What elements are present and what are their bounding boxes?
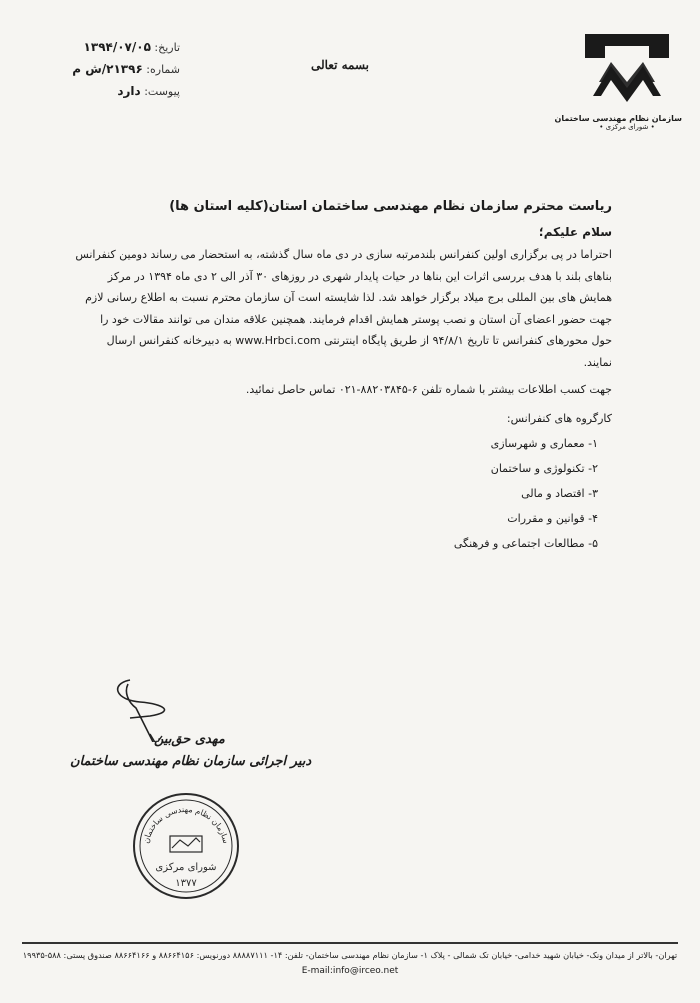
footer-email: E-mail:info@irceo.net: [301, 966, 399, 976]
paragraph-line: احتراما در پی برگزاری اولین کنفرانس بلندمرتبه سازی در دی ماه سال گذشته، به استحضار می رساند دومین کنفرانس: [75, 248, 612, 261]
meta-attachment-label: پیوست:: [144, 85, 180, 98]
main-paragraph: [62, 244, 612, 373]
meta-number-label: شماره:: [146, 63, 180, 76]
meta-attachment-row: [30, 80, 180, 102]
official-stamp-icon: [130, 790, 242, 902]
footer-address: تهران- بالاتر از میدان ونک- خیابان شهید خدامی- خیابان تک شمالی - پلاک ۱- سازمان نظام مهندسی ساختمان- تلفن: ۱۴- ۸۸۸۸۷۱۱۱ دورنویس: ۸۸۶۶۴۱۵۶ و ۸۸۶۶۴۱۶۶ صندوق پستی: ۵۸۸-۱۹۹۳۵: [22, 950, 678, 960]
logo-org-name: سازمان نظام مهندسی ساختمان: [554, 114, 682, 123]
building-logo-icon: [577, 26, 677, 112]
contact-line: جهت کسب اطلاعات بیشتر با شماره تلفن ۶-۸۸۲۰۳۸۴۵-۰۲۱ تماس حاصل نمائید.: [245, 383, 612, 396]
paragraph-line: بناهای بلند با هدف بررسی اثرات این بناها در حیات پایدار شهری در روزهای ۳۰ آذر الی ۲ دی ماه ۱۳۹۴ در مرکز: [107, 269, 612, 283]
org-logo: [554, 26, 682, 146]
addressee: ریاست محترم سازمان نظام مهندسی ساختمان استان(کلیه استان ها): [169, 199, 612, 214]
list-item: ۵- مطالعات اجتماعی و فرهنگی: [453, 537, 598, 550]
meta-number-value: ۲۱۳۹۶/ش م: [72, 62, 143, 76]
list-item: ۴- قوانین و مقررات: [507, 512, 598, 525]
meta-date-row: [30, 36, 180, 58]
list-item: ۱- معماری و شهرسازی: [490, 437, 598, 450]
signatory-name: مهدی حق‌بین: [154, 732, 225, 747]
stamp-org-text: سازمان نظام مهندسی ساختمان: [141, 804, 231, 845]
list-item: ۲- تکنولوژی و ساختمان: [490, 462, 598, 475]
stamp-council-text: شورای مرکزی: [155, 862, 217, 873]
paragraph-line: همایش های بین المللی برج میلاد برگزار خواهد شد. لذا شایسته است آن سازمان محترم نسبت به اطلاع رسانی لازم: [85, 291, 612, 304]
logo-council-name: • شورای مرکزی •: [599, 123, 655, 131]
greeting: سلام علیکم؛: [538, 225, 612, 239]
paragraph-line: جهت حضور اعضای آن استان و نصب پوستر همایش اقدام فرمایند. همچنین علاقه مندان می توانند مقالات خود را: [100, 312, 612, 326]
meta-attachment-value: دارد: [117, 84, 141, 98]
bismillah-heading: بسمه تعالی: [310, 58, 370, 72]
footer-divider: [22, 942, 678, 944]
letter-body: [62, 194, 612, 556]
letter-meta: [30, 36, 180, 102]
meta-date-label: تاریخ:: [154, 41, 180, 54]
groups-title: کارگروه های کنفرانس:: [506, 412, 612, 425]
list-item: ۳- اقتصاد و مالی: [521, 487, 598, 500]
svg-text:سازمان نظام مهندسی ساختمان: [142, 805, 231, 845]
meta-number-row: [30, 58, 180, 80]
stamp-year-text: ۱۳۷۷: [175, 878, 197, 889]
paragraph-line: نمایند.: [583, 355, 612, 369]
meta-date-value: ۱۳۹۴/۰۷/۰۵: [83, 40, 151, 54]
paragraph-line: حول محورهای کنفرانس تا تاریخ ۹۴/۸/۱ از طریق پایگاه اینترنتی www.Hrbci.com به دبیرخانه کنفرانس ارسال: [106, 334, 612, 347]
signatory-title: دبیر اجرائی سازمان نظام مهندسی ساختمان: [70, 754, 312, 769]
conference-groups-list: [62, 431, 612, 556]
